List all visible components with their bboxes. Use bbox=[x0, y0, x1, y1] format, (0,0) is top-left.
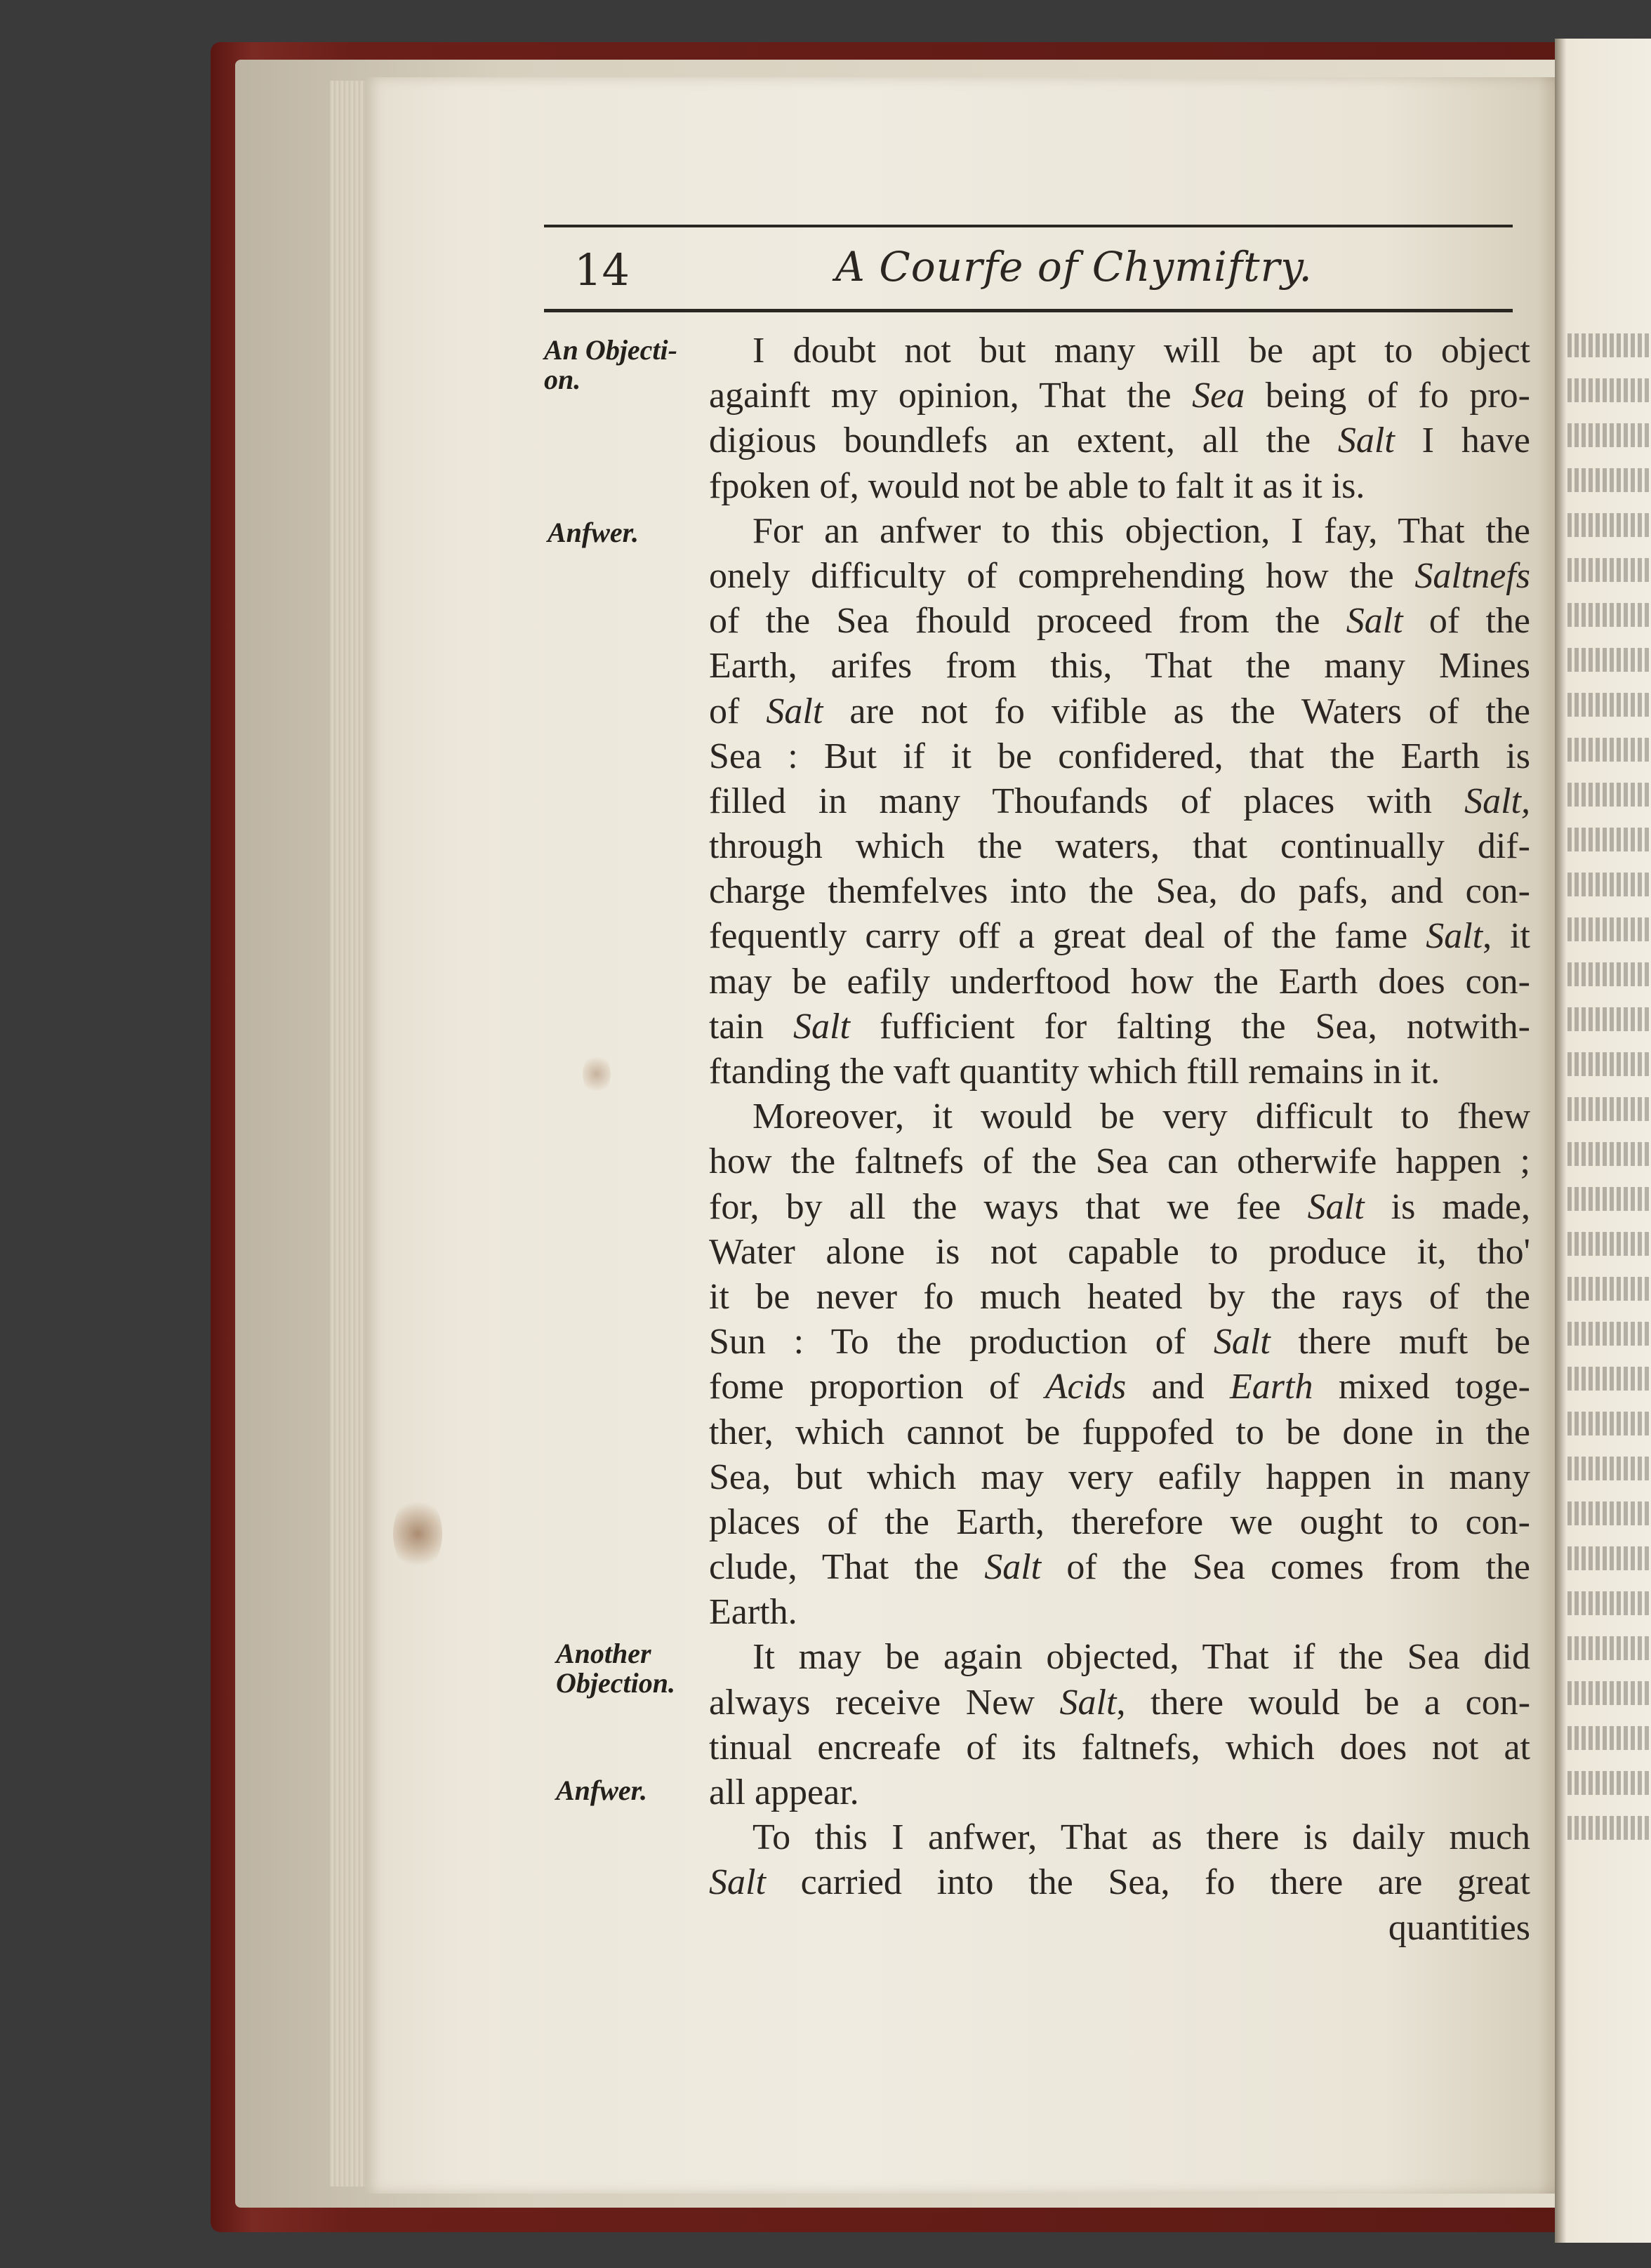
facing-text-line bbox=[1567, 1187, 1651, 1211]
text-line: of the Sea fhould proceed from the Salt of the bbox=[709, 601, 1530, 642]
facing-text-line bbox=[1567, 468, 1651, 492]
facing-text-line bbox=[1567, 917, 1651, 941]
facing-text-line bbox=[1567, 1052, 1651, 1076]
text-line: ther, which cannot be fuppofed to be done in the bbox=[709, 1412, 1530, 1452]
margin-note-another-objection: Another Objection. bbox=[556, 1638, 675, 1699]
facing-text-line bbox=[1567, 738, 1651, 762]
text-line: tain Salt fufficient for falting the Sea, notwith- bbox=[709, 1006, 1531, 1047]
facing-text-line bbox=[1567, 1591, 1651, 1615]
page-header bbox=[541, 239, 1516, 309]
facing-text-line bbox=[1567, 1412, 1651, 1435]
facing-page bbox=[1555, 39, 1651, 2243]
text-line: always receive New Salt, there would be a con- bbox=[709, 1682, 1531, 1723]
text-line: onely difficulty of comprehending how the Saltnefs bbox=[709, 555, 1530, 596]
text-line: charge themfelves into the Sea, do pafs, and con- bbox=[709, 871, 1530, 912]
foxing-stain bbox=[583, 1053, 611, 1095]
facing-text-line bbox=[1567, 1097, 1651, 1121]
text-line: how the faltnefs of the Sea can otherwife happen ; bbox=[709, 1141, 1530, 1182]
facing-text-line bbox=[1567, 1546, 1651, 1570]
facing-text-line bbox=[1567, 1636, 1651, 1660]
text-line: all appear. bbox=[709, 1772, 859, 1812]
text-line: quantities bbox=[1388, 1907, 1530, 1948]
text-line: Earth, arifes from this, That the many Mines bbox=[709, 646, 1530, 687]
facing-text-line bbox=[1567, 1142, 1651, 1166]
text-line: Earth. bbox=[709, 1592, 797, 1633]
text-line: Sun : To the production of Salt there muft be bbox=[709, 1322, 1530, 1362]
text-line: fpoken of, would not be able to falt it as it is. bbox=[709, 465, 1365, 506]
text-line: Salt carried into the Sea, fo there are great bbox=[709, 1862, 1530, 1903]
facing-text-line bbox=[1567, 962, 1651, 986]
text-line: For an anfwer to this objection, I fay, That the bbox=[752, 510, 1530, 551]
text-line: clude, That the Salt of the Sea comes from the bbox=[709, 1547, 1530, 1588]
text-line: Moreover, it would be very difficult to fhew bbox=[752, 1096, 1530, 1137]
header-rule-top bbox=[544, 225, 1513, 227]
facing-text-line bbox=[1567, 1681, 1651, 1705]
facing-text-line bbox=[1567, 1007, 1651, 1031]
text-line: Water alone is not capable to produce it, tho' bbox=[709, 1231, 1530, 1272]
facing-text-line bbox=[1567, 1816, 1651, 1840]
facing-text-line bbox=[1567, 783, 1651, 807]
facing-text-line bbox=[1567, 1501, 1651, 1525]
margin-note-answer: Anfwer. bbox=[556, 1775, 648, 1806]
running-title: A Courfe of Chymiftry. bbox=[835, 243, 1313, 291]
text-line: for, by all the ways that we fee Salt is made, bbox=[709, 1186, 1530, 1227]
text-line: may be eafily underftood how the Earth does con- bbox=[709, 961, 1530, 1002]
page-number: 14 bbox=[574, 244, 630, 296]
facing-text-line bbox=[1567, 1457, 1651, 1480]
facing-text-line bbox=[1567, 558, 1651, 582]
text-line: againft my opinion, That the Sea being of fo pro- bbox=[709, 376, 1531, 416]
text-line: digious boundlefs an extent, all the Salt I have bbox=[709, 420, 1530, 461]
text-line: Sea, but which may very eafily happen in many bbox=[709, 1457, 1530, 1497]
text-line: filled in many Thoufands of places with Salt, bbox=[709, 781, 1530, 821]
body-text bbox=[709, 329, 1530, 1951]
facing-text-line bbox=[1567, 873, 1651, 896]
facing-text-line bbox=[1567, 828, 1651, 851]
text-line: fequently carry off a great deal of the fame Salt, it bbox=[709, 916, 1530, 957]
text-line: ftanding the vaft quantity which ftill remains in it. bbox=[709, 1052, 1440, 1092]
text-line: tinual encreafe of its faltnefs, which does not at bbox=[709, 1727, 1530, 1768]
margin-note-answer: Anfwer. bbox=[548, 517, 639, 548]
facing-text-line bbox=[1567, 1232, 1651, 1256]
facing-text-line bbox=[1567, 1367, 1651, 1391]
facing-text-line bbox=[1567, 693, 1651, 717]
text-line: through which the waters, that continually dif- bbox=[709, 826, 1530, 867]
text-line: fome proportion of Acids and Earth mixed toge- bbox=[709, 1367, 1530, 1407]
text-line: Sea : But if it be confidered, that the Earth is bbox=[709, 736, 1530, 776]
facing-text-line bbox=[1567, 648, 1651, 672]
margin-note-objection: An Objecti- on. bbox=[544, 334, 677, 395]
text-line: It may be again objected, That if the Sea did bbox=[752, 1637, 1530, 1678]
text-line: I doubt not but many will be apt to object bbox=[752, 331, 1530, 371]
facing-text-line bbox=[1567, 603, 1651, 627]
facing-text-line bbox=[1567, 513, 1651, 537]
text-line: of Salt are not fo vifible as the Waters of the bbox=[709, 691, 1530, 731]
facing-text-line bbox=[1567, 423, 1651, 447]
text-line: it be never fo much heated by the rays of the bbox=[709, 1276, 1530, 1317]
facing-text-line bbox=[1567, 1771, 1651, 1795]
text-line: places of the Earth, therefore we ought to con- bbox=[709, 1501, 1530, 1542]
facing-text-line bbox=[1567, 1322, 1651, 1346]
facing-text-line bbox=[1567, 1277, 1651, 1301]
text-line: To this I anfwer, That as there is daily much bbox=[752, 1817, 1530, 1858]
foxing-stain bbox=[393, 1495, 442, 1572]
header-rule-bottom bbox=[544, 309, 1513, 312]
facing-text-line bbox=[1567, 1726, 1651, 1750]
facing-text-line bbox=[1567, 378, 1651, 402]
facing-text-line bbox=[1567, 333, 1651, 357]
